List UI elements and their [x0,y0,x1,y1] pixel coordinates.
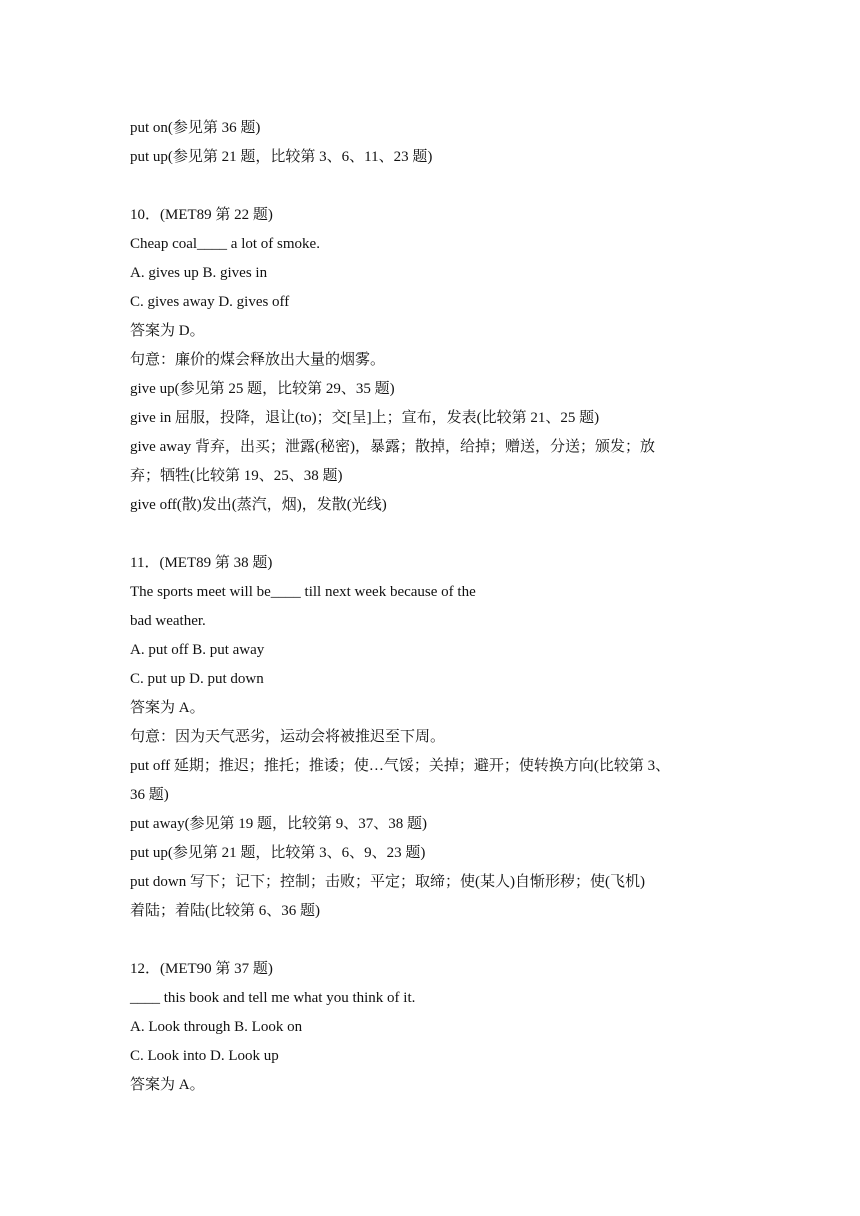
meaning-line: 句意：廉价的煤会释放出大量的烟雾。 [130,352,386,368]
blank-line [130,520,735,549]
question-text: Cheap coal____ a lot of smoke. [130,236,320,252]
explanation-line: put off 延期；推迟；推托；推诿；使…气馁；关掉；避开；使转换方向(比较第 3、 [130,758,671,774]
question-text: The sports meet will be____ till next week because of the [130,584,476,600]
text-line: put up(参见第 21 题，比较第 3、6、11、23 题) [130,149,433,165]
explanation-line: 弃；牺牲(比较第 19、25、38 题) [130,468,343,484]
question-heading: 12．(MET90 第 37 题) [130,961,273,977]
answer-line: 答案为 D。 [130,323,205,339]
explanation-line: give in 屈服，投降，退让(to)；交[呈]上；宣布，发表(比较第 21、25 题) [130,410,600,426]
option-line: C. Look into D. Look up [130,1048,279,1064]
explanation-line: 着陆；着陆(比较第 6、36 题) [130,903,320,919]
question-text: ____ this book and tell me what you think of it. [130,990,416,1006]
option-line: C. put up D. put down [130,671,264,687]
question-text: bad weather. [130,613,206,629]
meaning-line: 句意：因为天气恶劣，运动会将被推迟至下周。 [130,729,446,745]
text-line: put on(参见第 36 题) [130,120,261,136]
option-line: A. put off B. put away [130,642,265,658]
blank-line [130,172,735,201]
option-line: C. gives away D. gives off [130,294,290,310]
question-heading: 11．(MET89 第 38 题) [130,555,273,571]
explanation-line: give up(参见第 25 题，比较第 29、35 题) [130,381,395,397]
answer-line: 答案为 A。 [130,700,205,716]
answer-line: 答案为 A。 [130,1077,205,1093]
document-body [130,114,735,1100]
explanation-line: put away(参见第 19 题，比较第 9、37、38 题) [130,816,428,832]
explanation-line: give away 背弃，出买；泄露(秘密)，暴露；散掉，给掉；赠送，分送；颁发；放 [130,439,655,455]
explanation-line: put up(参见第 21 题，比较第 3、6、9、23 题) [130,845,426,861]
blank-line [130,926,735,955]
question-heading: 10．(MET89 第 22 题) [130,207,273,223]
option-line: A. gives up B. gives in [130,265,268,281]
explanation-line: 36 题) [130,787,169,803]
explanation-line: put down 写下；记下；控制；击败；平定；取缔；使(某人)自惭形秽；使(飞机) [130,874,645,890]
explanation-line: give off(散)发出(蒸汽，烟)，发散(光线) [130,497,387,513]
option-line: A. Look through B. Look on [130,1019,303,1035]
